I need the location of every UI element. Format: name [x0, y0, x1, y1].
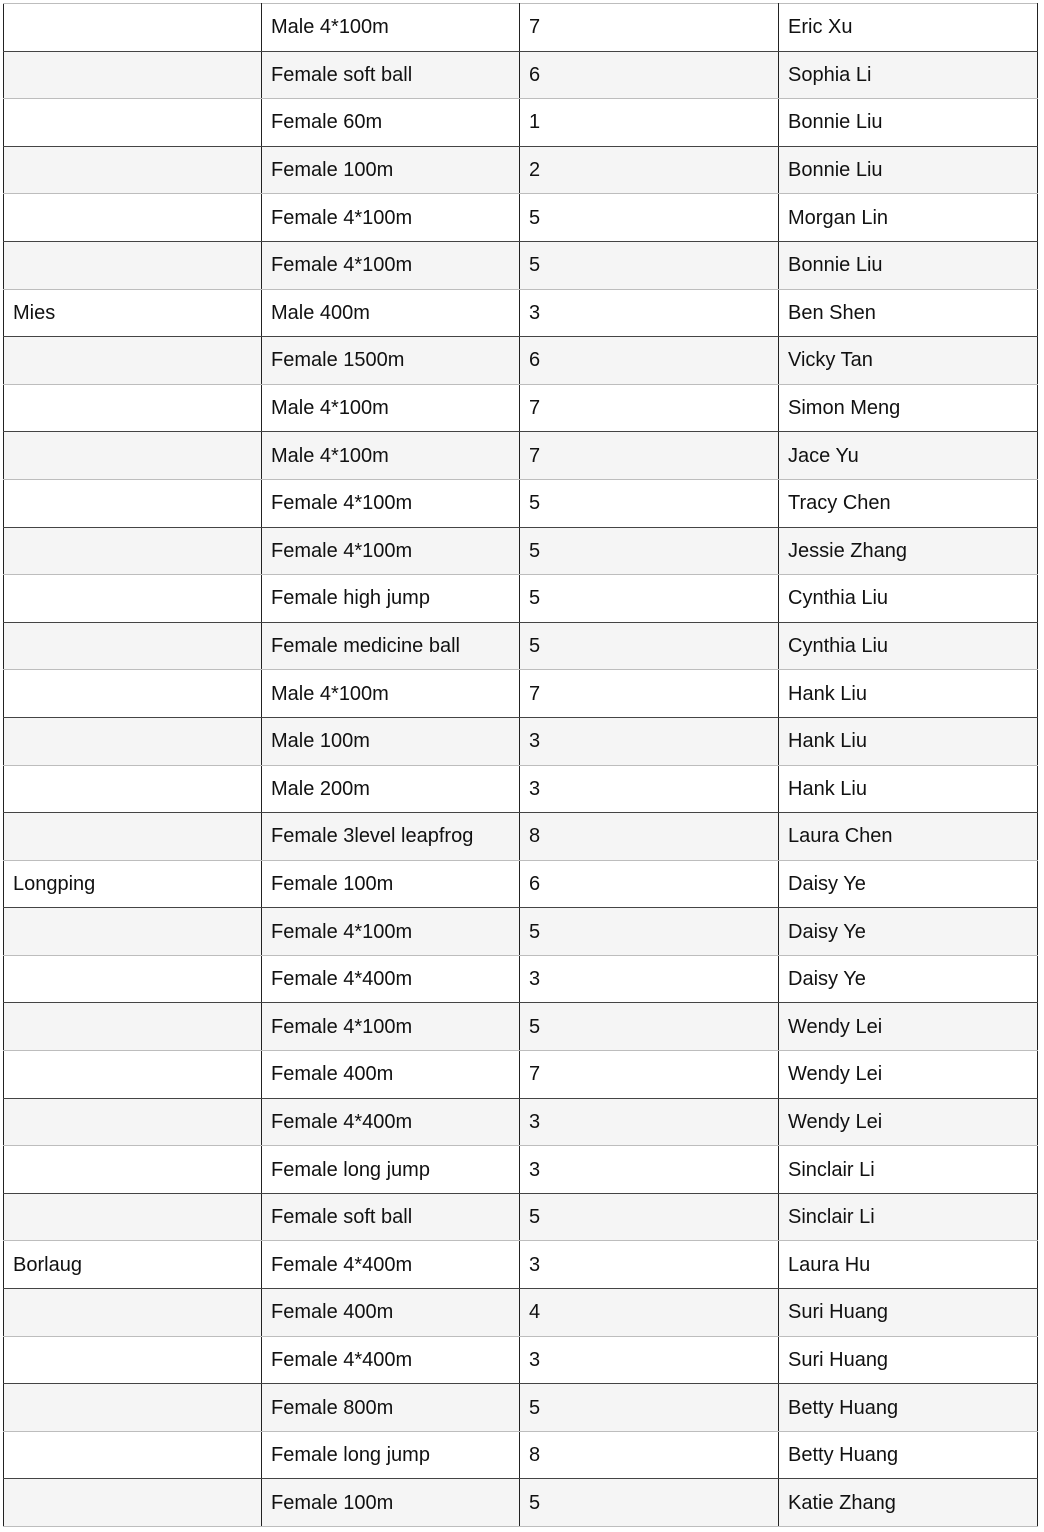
school-cell: [4, 1289, 262, 1337]
event-cell: Male 4*100m: [262, 384, 520, 432]
grade-cell: 3: [520, 289, 779, 337]
athlete-name-cell: Laura Chen: [779, 813, 1038, 861]
table-row: [4, 1193, 1038, 1241]
school-cell: [4, 4, 262, 52]
athlete-name-cell: Wendy Lei: [779, 1003, 1038, 1051]
athlete-name-cell: Bonnie Liu: [779, 241, 1038, 289]
event-cell: Female soft ball: [262, 1193, 520, 1241]
grade-cell: 3: [520, 765, 779, 813]
school-cell: [4, 1098, 262, 1146]
event-cell: Male 400m: [262, 289, 520, 337]
table-row: [4, 813, 1038, 861]
school-cell: [4, 575, 262, 623]
table-row: [4, 575, 1038, 623]
event-cell: Female 4*100m: [262, 241, 520, 289]
grade-cell: 8: [520, 1431, 779, 1479]
grade-cell: 5: [520, 622, 779, 670]
event-cell: Female 400m: [262, 1289, 520, 1337]
event-cell: Female 4*100m: [262, 479, 520, 527]
table-row: [4, 1289, 1038, 1337]
grade-cell: 3: [520, 955, 779, 1003]
table-row: [4, 1479, 1038, 1527]
grade-cell: 5: [520, 575, 779, 623]
athlete-name-cell: Eric Xu: [779, 4, 1038, 52]
school-cell: [4, 955, 262, 1003]
event-cell: Female high jump: [262, 575, 520, 623]
school-cell: [4, 241, 262, 289]
event-cell: Female 4*100m: [262, 908, 520, 956]
athlete-name-cell: Wendy Lei: [779, 1098, 1038, 1146]
table-row: [4, 1146, 1038, 1194]
event-cell: Female 1500m: [262, 337, 520, 385]
grade-cell: 3: [520, 1336, 779, 1384]
table-row: [4, 337, 1038, 385]
athlete-name-cell: Cynthia Liu: [779, 575, 1038, 623]
grade-cell: 5: [520, 241, 779, 289]
athlete-name-cell: Cynthia Liu: [779, 622, 1038, 670]
athlete-name-cell: Vicky Tan: [779, 337, 1038, 385]
school-cell: Mies: [4, 289, 262, 337]
event-cell: Male 4*100m: [262, 432, 520, 480]
event-cell: Female soft ball: [262, 51, 520, 99]
table-row: [4, 4, 1038, 52]
athlete-name-cell: Katie Zhang: [779, 1479, 1038, 1527]
grade-cell: 4: [520, 1289, 779, 1337]
event-cell: Male 4*100m: [262, 670, 520, 718]
event-cell: Female 400m: [262, 1051, 520, 1099]
grade-cell: 5: [520, 908, 779, 956]
athlete-name-cell: Jessie Zhang: [779, 527, 1038, 575]
school-cell: [4, 1146, 262, 1194]
athlete-name-cell: Sophia Li: [779, 51, 1038, 99]
table-row: [4, 194, 1038, 242]
school-cell: [4, 1479, 262, 1527]
school-cell: [4, 146, 262, 194]
event-cell: Male 100m: [262, 717, 520, 765]
table-row: [4, 1098, 1038, 1146]
athlete-name-cell: Sinclair Li: [779, 1146, 1038, 1194]
event-cell: Female 4*100m: [262, 194, 520, 242]
table-row: [4, 432, 1038, 480]
event-cell: Female 100m: [262, 1479, 520, 1527]
school-cell: [4, 1431, 262, 1479]
grade-cell: 3: [520, 1241, 779, 1289]
school-cell: Borlaug: [4, 1241, 262, 1289]
grade-cell: 6: [520, 860, 779, 908]
school-cell: [4, 908, 262, 956]
results-table-body: [4, 4, 1038, 1527]
school-cell: [4, 765, 262, 813]
athlete-name-cell: Sinclair Li: [779, 1193, 1038, 1241]
school-cell: [4, 527, 262, 575]
athlete-name-cell: Hank Liu: [779, 670, 1038, 718]
school-cell: [4, 813, 262, 861]
table-row: [4, 908, 1038, 956]
event-cell: Female 4*400m: [262, 955, 520, 1003]
school-cell: [4, 622, 262, 670]
athlete-name-cell: Betty Huang: [779, 1384, 1038, 1432]
school-cell: [4, 384, 262, 432]
grade-cell: 2: [520, 146, 779, 194]
grade-cell: 5: [520, 1003, 779, 1051]
event-cell: Female long jump: [262, 1146, 520, 1194]
event-cell: Male 4*100m: [262, 4, 520, 52]
grade-cell: 5: [520, 527, 779, 575]
event-cell: Female 4*400m: [262, 1241, 520, 1289]
athlete-name-cell: Morgan Lin: [779, 194, 1038, 242]
event-cell: Female 4*100m: [262, 527, 520, 575]
grade-cell: 7: [520, 384, 779, 432]
table-row: [4, 955, 1038, 1003]
grade-cell: 3: [520, 717, 779, 765]
grade-cell: 6: [520, 337, 779, 385]
athlete-name-cell: Jace Yu: [779, 432, 1038, 480]
results-table: [3, 3, 1038, 1527]
athlete-name-cell: Daisy Ye: [779, 908, 1038, 956]
table-row: [4, 622, 1038, 670]
athlete-name-cell: Suri Huang: [779, 1289, 1038, 1337]
athlete-name-cell: Wendy Lei: [779, 1051, 1038, 1099]
table-row: [4, 860, 1038, 908]
grade-cell: 5: [520, 194, 779, 242]
athlete-name-cell: Tracy Chen: [779, 479, 1038, 527]
table-row: [4, 146, 1038, 194]
school-cell: [4, 1051, 262, 1099]
table-row: [4, 479, 1038, 527]
school-cell: [4, 1336, 262, 1384]
event-cell: Female 100m: [262, 146, 520, 194]
table-row: [4, 717, 1038, 765]
event-cell: Female 4*100m: [262, 1003, 520, 1051]
event-cell: Female 4*400m: [262, 1336, 520, 1384]
grade-cell: 3: [520, 1098, 779, 1146]
table-row: [4, 765, 1038, 813]
school-cell: [4, 1003, 262, 1051]
grade-cell: 5: [520, 479, 779, 527]
event-cell: Female 800m: [262, 1384, 520, 1432]
athlete-name-cell: Ben Shen: [779, 289, 1038, 337]
table-row: [4, 1241, 1038, 1289]
event-cell: Female 60m: [262, 99, 520, 147]
grade-cell: 5: [520, 1479, 779, 1527]
grade-cell: 5: [520, 1384, 779, 1432]
table-row: [4, 527, 1038, 575]
school-cell: [4, 479, 262, 527]
grade-cell: 7: [520, 4, 779, 52]
grade-cell: 7: [520, 1051, 779, 1099]
school-cell: [4, 51, 262, 99]
table-row: [4, 1336, 1038, 1384]
school-cell: [4, 717, 262, 765]
grade-cell: 1: [520, 99, 779, 147]
school-cell: Longping: [4, 860, 262, 908]
event-cell: Female long jump: [262, 1431, 520, 1479]
athlete-name-cell: Suri Huang: [779, 1336, 1038, 1384]
results-table-container: [3, 3, 1037, 1527]
athlete-name-cell: Simon Meng: [779, 384, 1038, 432]
school-cell: [4, 1193, 262, 1241]
table-row: [4, 1384, 1038, 1432]
table-row: [4, 1003, 1038, 1051]
grade-cell: 7: [520, 432, 779, 480]
school-cell: [4, 194, 262, 242]
table-row: [4, 1051, 1038, 1099]
event-cell: Male 200m: [262, 765, 520, 813]
school-cell: [4, 432, 262, 480]
grade-cell: 3: [520, 1146, 779, 1194]
school-cell: [4, 99, 262, 147]
school-cell: [4, 337, 262, 385]
athlete-name-cell: Hank Liu: [779, 717, 1038, 765]
grade-cell: 6: [520, 51, 779, 99]
event-cell: Female 100m: [262, 860, 520, 908]
athlete-name-cell: Bonnie Liu: [779, 146, 1038, 194]
table-row: [4, 670, 1038, 718]
table-row: [4, 99, 1038, 147]
athlete-name-cell: Bonnie Liu: [779, 99, 1038, 147]
event-cell: Female 3level leapfrog: [262, 813, 520, 861]
table-row: [4, 384, 1038, 432]
grade-cell: 5: [520, 1193, 779, 1241]
event-cell: Female 4*400m: [262, 1098, 520, 1146]
table-row: [4, 1431, 1038, 1479]
table-row: [4, 289, 1038, 337]
athlete-name-cell: Daisy Ye: [779, 860, 1038, 908]
school-cell: [4, 670, 262, 718]
athlete-name-cell: Laura Hu: [779, 1241, 1038, 1289]
school-cell: [4, 1384, 262, 1432]
event-cell: Female medicine ball: [262, 622, 520, 670]
athlete-name-cell: Betty Huang: [779, 1431, 1038, 1479]
table-row: [4, 51, 1038, 99]
grade-cell: 8: [520, 813, 779, 861]
athlete-name-cell: Hank Liu: [779, 765, 1038, 813]
athlete-name-cell: Daisy Ye: [779, 955, 1038, 1003]
grade-cell: 7: [520, 670, 779, 718]
table-row: [4, 241, 1038, 289]
